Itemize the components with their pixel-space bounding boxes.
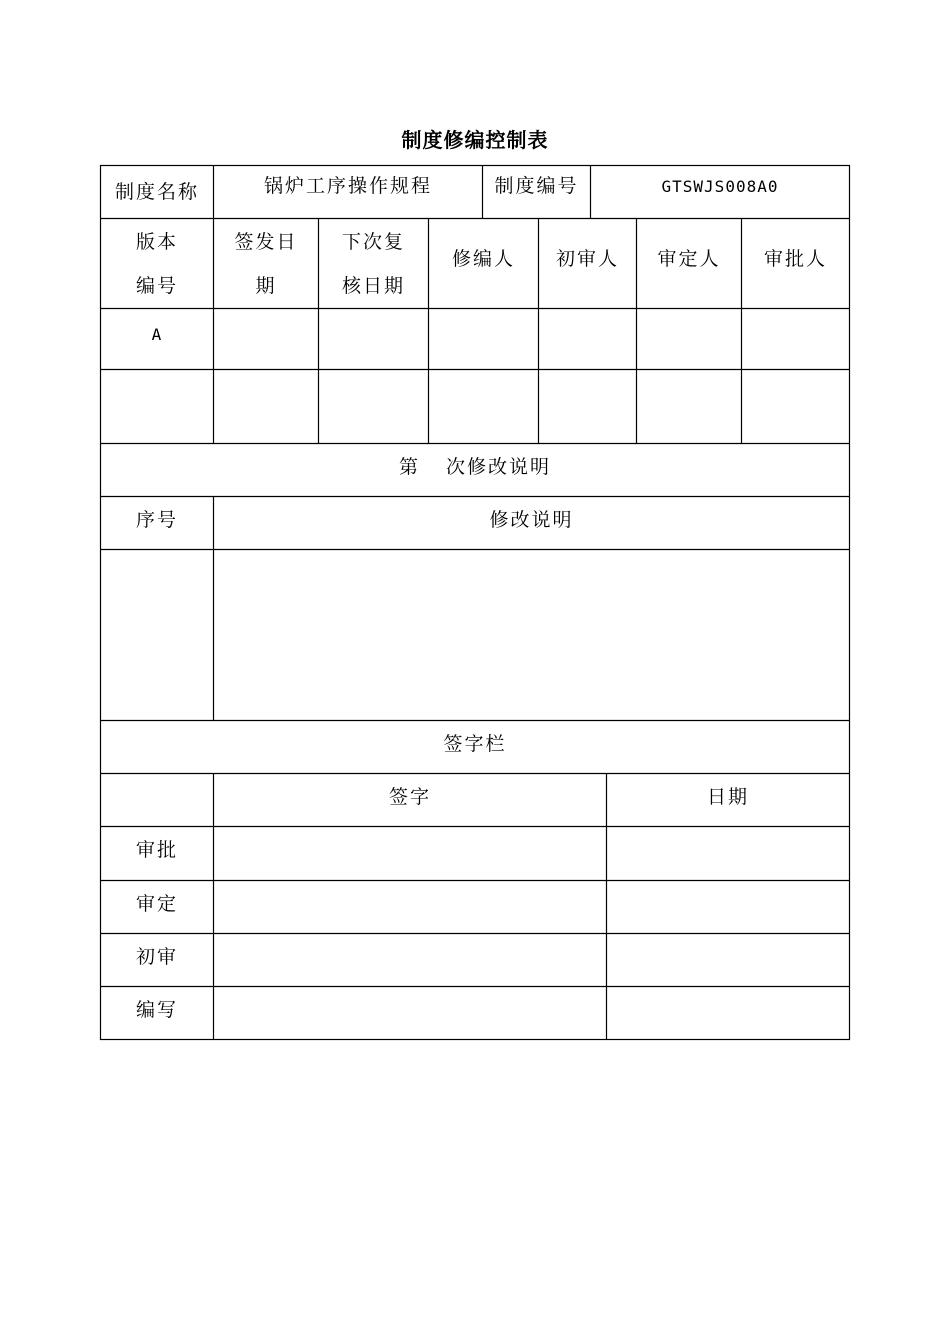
revision-section-right: 次修改说明 bbox=[446, 455, 552, 478]
col-issue-line2: 期 bbox=[255, 274, 277, 297]
col-review-line1: 下次复 bbox=[341, 230, 405, 253]
code-label: 制度编号 bbox=[494, 175, 579, 197]
col-seq: 序号 bbox=[135, 508, 178, 531]
revision-section-left: 第 bbox=[398, 455, 420, 478]
col-desc: 修改说明 bbox=[489, 508, 574, 531]
signature-section-title: 签字栏 bbox=[443, 732, 507, 755]
col-approve-set: 审定人 bbox=[657, 248, 721, 270]
col-first-review: 初审人 bbox=[555, 248, 619, 270]
col-editor: 修编人 bbox=[451, 248, 515, 270]
col-issue-date bbox=[214, 219, 318, 308]
col-review-date bbox=[319, 219, 428, 308]
name-value: 锅炉工序操作规程 bbox=[263, 175, 432, 197]
revision-section-title bbox=[101, 444, 849, 489]
sign-row-approve: 审批 bbox=[135, 838, 178, 861]
col-version bbox=[101, 219, 213, 308]
col-sign: 签字 bbox=[388, 785, 431, 808]
col-version-line2: 编号 bbox=[135, 274, 178, 297]
col-date: 日期 bbox=[706, 785, 749, 808]
name-label: 制度名称 bbox=[114, 181, 199, 203]
sign-row-first-review: 初审 bbox=[135, 945, 178, 968]
page-title: 制度修编控制表 bbox=[401, 128, 549, 152]
sign-row-set: 审定 bbox=[135, 892, 178, 915]
col-approve: 审批人 bbox=[763, 248, 827, 270]
col-review-line2: 核日期 bbox=[341, 274, 405, 297]
col-issue-line1: 签发日 bbox=[234, 230, 298, 253]
row1-version: A bbox=[151, 325, 163, 344]
sign-row-write: 编写 bbox=[135, 998, 178, 1021]
col-version-line1: 版本 bbox=[135, 230, 178, 253]
code-value: GTSWJS008A0 bbox=[661, 177, 779, 196]
